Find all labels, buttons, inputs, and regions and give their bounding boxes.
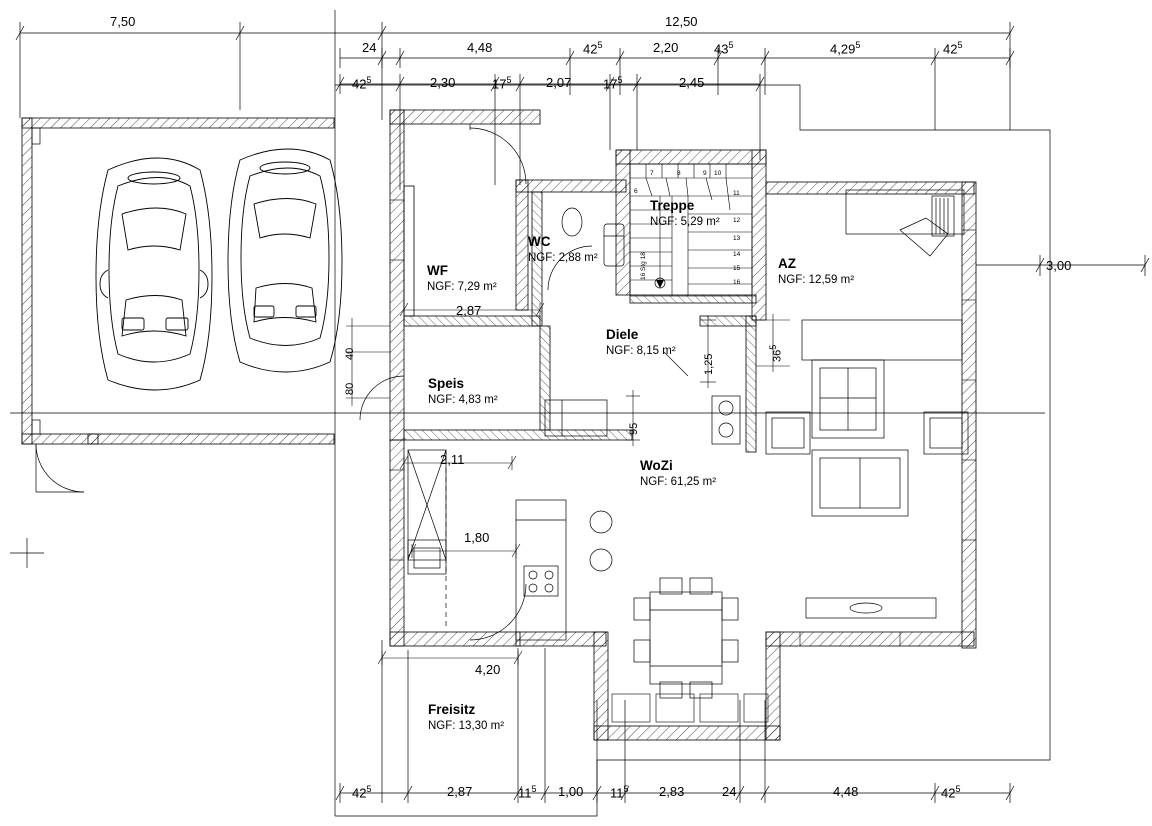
dim-interior-125: 1,25 xyxy=(703,353,715,375)
room-name: WC xyxy=(528,234,551,249)
room-area: NGF: 4,83 m² xyxy=(428,393,498,406)
room-area: NGF: 5,29 m² xyxy=(650,215,720,228)
room-name: Speis xyxy=(428,376,465,391)
room-name: WF xyxy=(427,263,448,278)
room-area: NGF: 13,30 m² xyxy=(428,719,505,732)
dim-bottom-425b: $42^5$ xyxy=(941,784,961,801)
dim-top3-425: $42^5$ xyxy=(352,75,372,92)
room-label-wc xyxy=(528,234,598,265)
room-name: Diele xyxy=(606,327,639,342)
room-label-freisitz xyxy=(428,702,504,733)
stair-number: 15 xyxy=(733,265,741,272)
dim-top2-435: $43^5$ xyxy=(714,40,734,57)
dim-top-7-50: 7,50 xyxy=(110,14,136,29)
room-area: NGF: 8,15 m² xyxy=(606,344,676,357)
dim-interior-420: 4,20 xyxy=(475,662,501,677)
dim-interior-40: 40 xyxy=(344,347,356,360)
dim-top2-24: 24 xyxy=(362,40,377,55)
room-area: NGF: 7,29 m² xyxy=(427,280,497,293)
dim-bottom-100: 1,00 xyxy=(558,784,584,799)
room-name: WoZi xyxy=(640,458,673,473)
room-area: NGF: 2,88 m² xyxy=(528,251,598,264)
room-label-az xyxy=(778,256,854,287)
dim-top2-220: 2,20 xyxy=(653,40,679,55)
dim-bottom-115b: $11^5$ xyxy=(610,784,629,801)
dim-top-12-50: 12,50 xyxy=(665,14,698,29)
stair-number: 12 xyxy=(733,217,741,224)
room-name: Treppe xyxy=(650,198,695,213)
dim-top2-448: 4,48 xyxy=(467,40,493,55)
dim-top3-175: $17^5$ xyxy=(492,75,512,92)
room-area: NGF: 61,25 m² xyxy=(640,475,717,488)
dim-bottom-287: 2,87 xyxy=(447,784,473,799)
stair-number: 6 xyxy=(634,188,638,195)
room-area: NGF: 12,59 m² xyxy=(778,273,855,286)
room-label-wf xyxy=(427,263,497,294)
dim-top3-245: 2,45 xyxy=(679,75,705,90)
stair-number: 14 xyxy=(733,251,741,258)
stair-number: 16 xyxy=(733,279,741,286)
room-label-treppe xyxy=(650,198,720,229)
dim-interior-365: $36^5$ xyxy=(768,344,784,362)
room-name: Freisitz xyxy=(428,702,476,717)
dim-interior-95: 95 xyxy=(628,422,640,435)
room-label-speis xyxy=(428,376,498,407)
dim-interior-287: 2,87 xyxy=(456,303,482,318)
room-label-diele xyxy=(606,327,676,358)
stair-number: 13 xyxy=(733,235,741,242)
dim-interior-80: 80 xyxy=(344,382,356,395)
stair-number: 8 xyxy=(677,170,681,177)
stair-number: 9 xyxy=(703,170,707,177)
dim-bottom-24: 24 xyxy=(722,784,737,799)
dim-top3-207: 2,07 xyxy=(546,75,572,90)
dim-top2-425: $42^5$ xyxy=(583,40,603,57)
dim-top2-4295: 4,29$^5$ xyxy=(830,40,861,57)
dim-bottom-448: 4,48 xyxy=(833,784,859,799)
dim-top2-425b: $42^5$ xyxy=(943,40,963,57)
stair-note: 16 Stg 18 xyxy=(640,252,647,280)
room-name: AZ xyxy=(778,256,796,271)
dim-bottom-283: 2,83 xyxy=(659,784,685,799)
dim-top3-230: 2,30 xyxy=(430,75,456,90)
dim-right-300: 3,00 xyxy=(1046,258,1072,273)
dim-interior-180: 1,80 xyxy=(464,530,490,545)
dim-top3-175b: $17^5$ xyxy=(603,75,623,92)
stair-number: 11 xyxy=(733,190,740,197)
dim-interior-211: 2,11 xyxy=(440,452,465,467)
stair-number: 10 xyxy=(714,170,722,177)
stair-number: 7 xyxy=(650,170,654,177)
dim-bottom-425: $42^5$ xyxy=(352,784,372,801)
room-label-wozi xyxy=(640,458,716,489)
dim-bottom-115: $11^5$ xyxy=(518,784,537,801)
